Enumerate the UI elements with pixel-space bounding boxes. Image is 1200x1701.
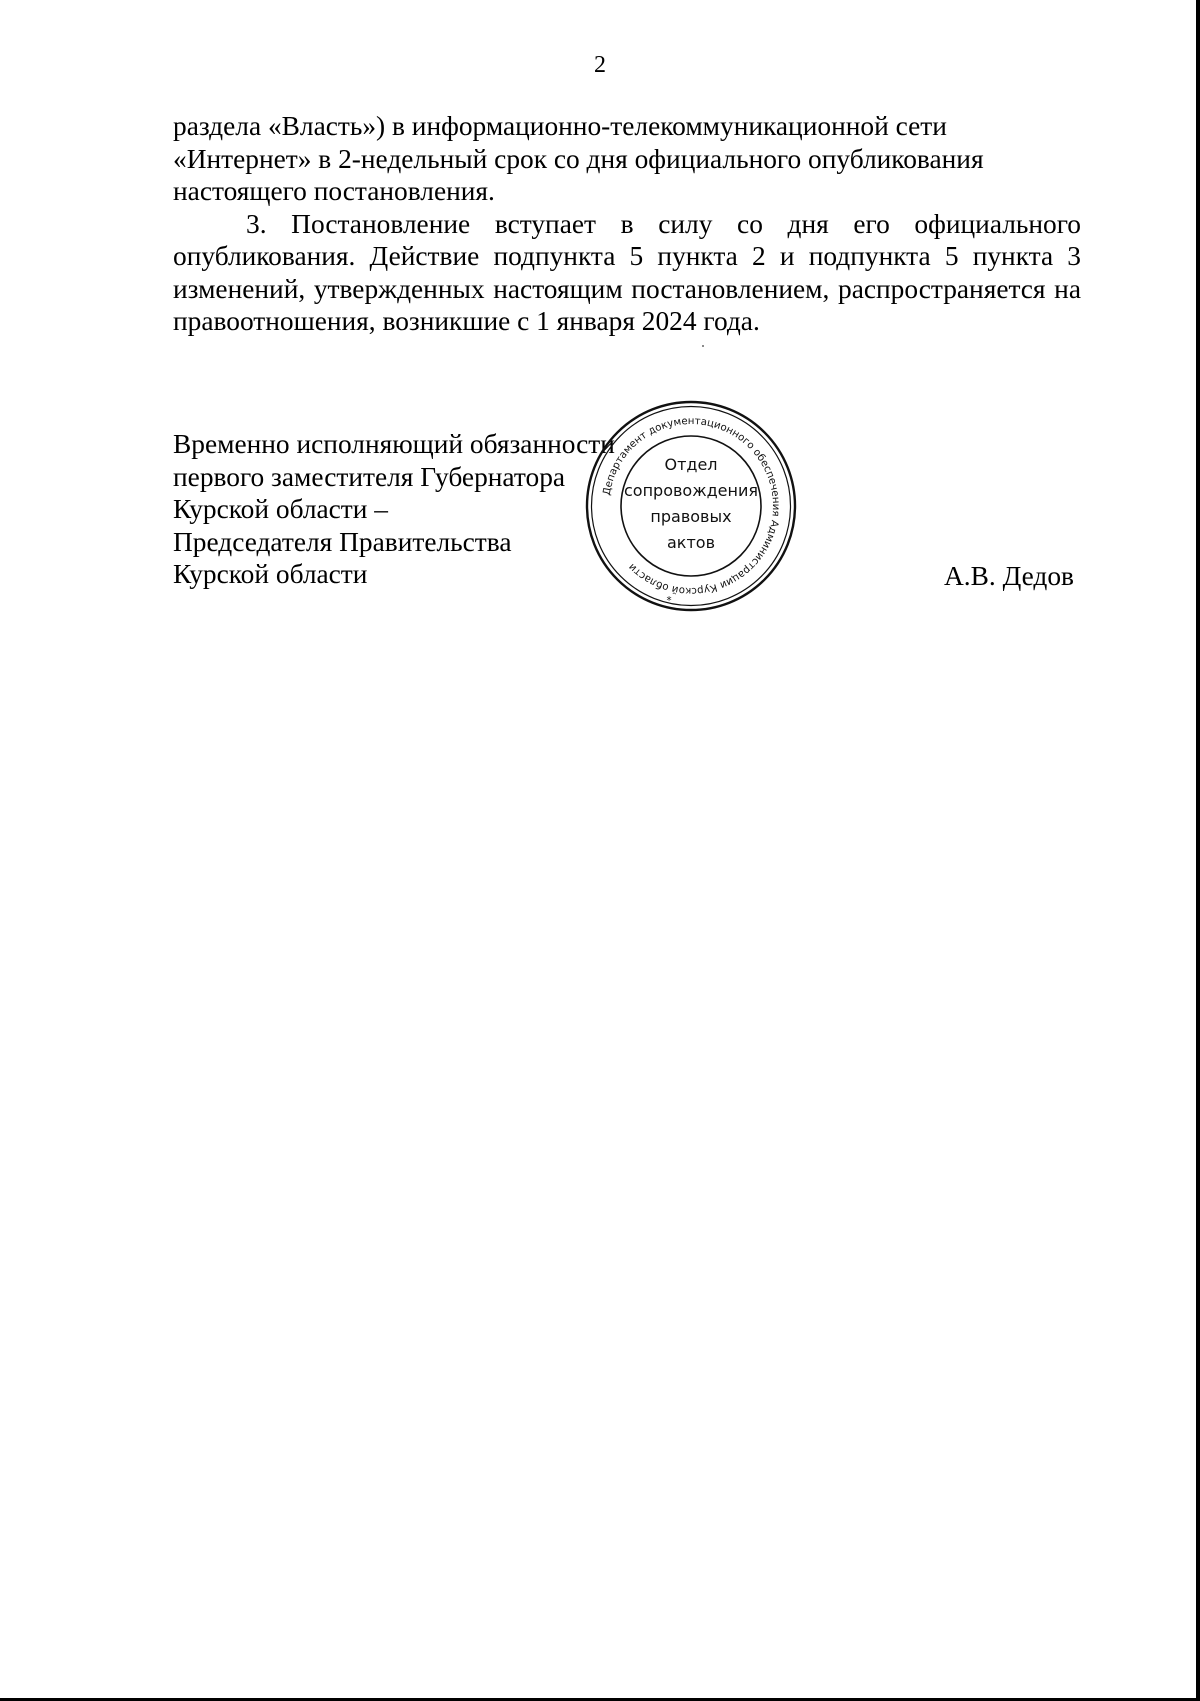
stamp-seal: [583, 398, 799, 614]
stamp-center-line: Отдел: [664, 455, 718, 474]
paragraph-line: раздела «Власть») в информационно-телекоммуникационной сети: [173, 111, 947, 141]
position-line: Курской области: [173, 559, 368, 589]
paragraph-continuation: [173, 110, 1081, 208]
signatory-position: [173, 428, 615, 591]
stamp-center-line: сопровождения: [623, 481, 759, 500]
page-number: 2: [594, 52, 606, 78]
scan-speck: [702, 345, 704, 347]
stamp-star: *: [666, 596, 672, 607]
position-line: первого заместителя Губернатора: [173, 461, 566, 492]
position-line: Председателя Правительства: [173, 526, 512, 557]
stamp-center-line: актов: [666, 533, 716, 552]
paragraph-line: настоящего постановления.: [173, 176, 495, 206]
position-line: Временно исполняющий обязанности: [173, 429, 615, 459]
signer-name: А.В. Дедов: [944, 561, 1074, 591]
stamp-ring-text: Департамент документационного обеспечения Администрации Курской области: [601, 415, 782, 597]
official-stamp: [583, 398, 799, 614]
stamp-center-line: правовых: [650, 507, 732, 526]
paragraph-item-3: 3. Постановление вступает в силу со дня его официального опубликования. Действие подпункта 5 пункта 2 и подпункта 5 пункта 3 изменений, утвержденных настоящим постановлением, распространяется на правоотношения, возникшие с 1 января 2024 года.: [173, 208, 1081, 336]
paragraph-line: «Интернет» в 2-недельный срок со дня официального опубликования: [173, 143, 984, 174]
position-line: Курской области –: [173, 494, 388, 524]
document-body: [173, 110, 1081, 338]
